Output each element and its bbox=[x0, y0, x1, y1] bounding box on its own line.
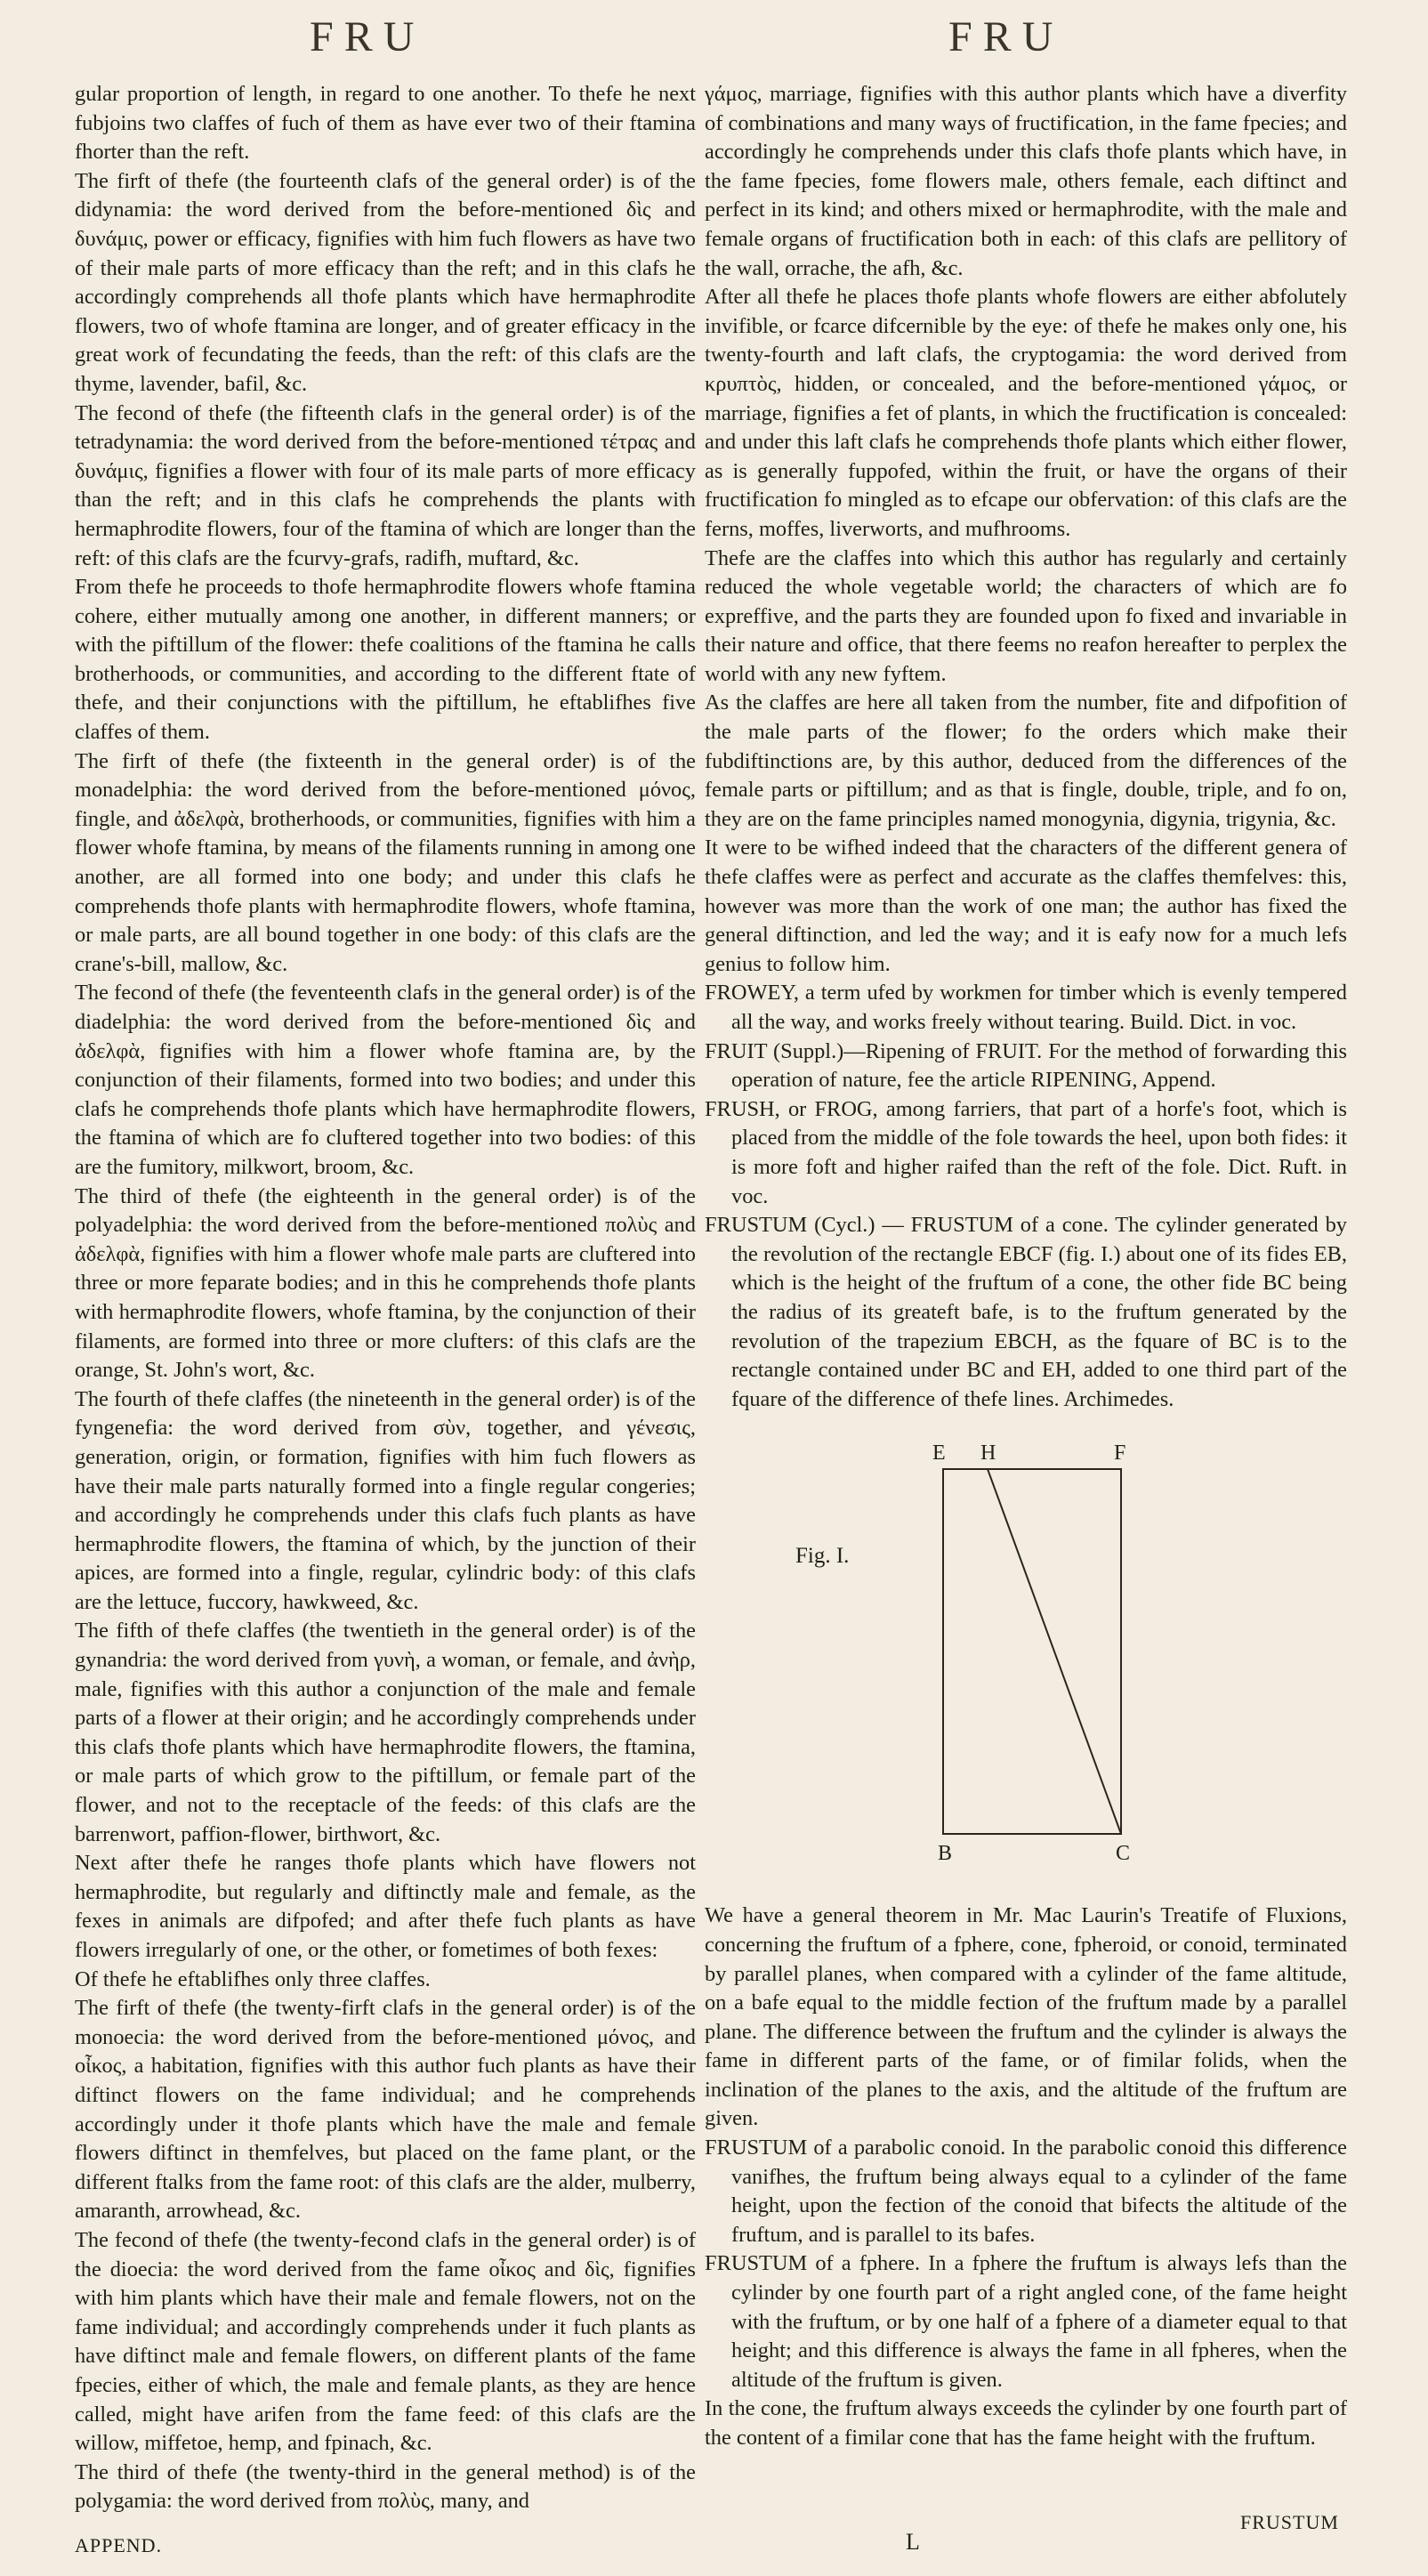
label-c: C bbox=[1116, 1842, 1131, 1866]
footer-signature: APPEND. bbox=[75, 2534, 163, 2556]
paragraph: It were to be wifhed indeed that the characters of the different genera of thefe claffes were as perfect and accurate as the claffes themfelves: this, however was more than the work of one man; the author has fixed the general diftinction, and led the way; and it is eafy now for a much lefs genius to follow him. bbox=[705, 836, 1347, 976]
frustum-diagram bbox=[705, 1433, 1347, 1896]
paragraph: The third of thefe (the twenty-third in the general method) is of the polygamia: the word derived from πολὺς, many, and bbox=[75, 2459, 696, 2514]
paragraph: Thefe are the claffes into which this author has regularly and certainly reduced the whole vegetable world; the characters of which are fo expreffive, and the parts they are founded upon fo fixed and invariable in their nature and office, that there feems no reafon hereafter to perplex the world with any new fyftem. bbox=[705, 545, 1347, 686]
left-column bbox=[75, 80, 696, 2516]
paragraph: We have a general theorem in Mr. Mac Laurin's Treatife of Fluxions, concerning the fruftum of a fphere, cone, fpheroid, or conoid, terminated by parallel planes, when compared with a cylinder of the fame altitude, on a bafe equal to the middle fection of the fruftum made by a parallel plane. The difference between the fruftum and the cylinder is always the fame in different parts of the fame, or of fimilar folids, when the inclination of the planes to the axis, and the altitude of the fruftum are given. bbox=[705, 1903, 1347, 2131]
slant-line-hc bbox=[988, 1469, 1121, 1834]
paragraph: The fecond of thefe (the twenty-fecond clafs in the general order) is of the dioecia: the word derived from the fame οἶκος and δὶς, fignifies with him plants which have their male and female flowers, not on the fame individual; and accordingly comprehends under it fuch plants as have diftinct male and female flowers, on different plants of the fame fpecies, either of which, the male and female plants, as they are hence called, might have arifen from the fame feed: of this clafs are the willow, miffetoe, hemp, and fpinach, &c. bbox=[75, 2227, 696, 2456]
figure-one bbox=[705, 1433, 1347, 1896]
paragraph: The firft of thefe (the fixteenth in the general order) is of the monadelphia: the word derived from the before-mentioned μόνος, fingle, and ἀδελφὰ, brotherhoods, or communities, fignifies with him a flower whofe ftamina, by means of the filaments running in among one another, are all formed into one body; and under this clafs he comprehends thofe plants with hermaphrodite flowers, whofe ftamina, or male parts, are all bound together in one body: of this clafs are the crane's-bill, mallow, &c. bbox=[75, 748, 696, 976]
paragraph: The fecond of thefe (the fifteenth clafs in the general order) is of the tetradynamia: the word derived from the before-mentioned τέτρας and δυνάμις, fignifies a flower with four of its male parts of more efficacy than the reft; and in this clafs he comprehends the plants with hermaphrodite flowers, four of the ftamina of which are longer than the reft: of this clafs are the fcurvy-grafs, radifh, muftard, &c. bbox=[75, 400, 696, 570]
entry-frush: FRUSH, or FROG, among farriers, that part of a horfe's foot, which is placed from the middle of the fole towards the heel, upon both fides: it is more foft and higher raifed than the reft of the fole. Dict. Ruft. in voc. bbox=[705, 1096, 1347, 1208]
paragraph: Next after thefe he ranges thofe plants which have flowers not hermaphrodite, but regularly and diftinctly male and female, as the fexes in animals are difpofed; and after thefe fuch plants as have flowers irregularly of one, or the other, or fometimes of both fexes: bbox=[75, 1851, 696, 1962]
running-head-right: FRU bbox=[948, 13, 1064, 61]
entry-frowey: FROWEY, a term ufed by workmen for timber which is evenly tempered all the way, and works freely without tearing. Build. Dict. in voc. bbox=[705, 981, 1347, 1034]
paragraph: gular proportion of length, in regard to one another. To thefe he next fubjoins two claffes of fuch of them as have ever two of their ftamina fhorter than the reft. bbox=[75, 82, 696, 165]
paragraph: After all thefe he places thofe plants whofe flowers are either abfolutely invifible, or fcarce difcernible by the eye: of thefe he makes only one, his twenty-fourth and laft clafs, the cryptogamia: the word derived from κρυπτὸς, hidden, or concealed, and the before-mentioned γάμος, or marriage, fignifies a fet of plants, in which the fructification is concealed: and under this laft clafs he comprehends thofe plants which either flower, as is generally fuppofed, within the fruit, or have the organs of their fructification fo mingled as to efcape our obfervation: of this clafs are the ferns, moffes, liverworts, and mufhrooms. bbox=[705, 285, 1347, 541]
paragraph: The firft of thefe (the twenty-firft clafs in the general order) is of the monoecia: the word derived from the before-mentioned μόνος, and οἶκος, a habitation, fignifies with this author fuch plants as have their diftinct flowers on the fame individual; and he comprehends accordingly under it thofe plants which have the male and female flowers diftinct in themfelves, but placed on the fame plant, or the different ftalks from the fame root: of this clafs are the alder, mulberry, amaranth, arrowhead, &c. bbox=[75, 1996, 696, 2224]
right-column bbox=[705, 80, 1347, 2453]
paragraph: The third of thefe (the eighteenth in the general order) is of the polyadelphia: the word derived from the before-mentioned πολὺς and ἀδελφὰ, fignifies with him a flower whofe male parts are cluftered into three or more feparate bodies; and in this he comprehends thofe plants with hermaphrodite flowers, whofe ftamina, by the conjunction of their filaments, are formed into three or more clufters: of this clafs are the orange, St. John's wort, &c. bbox=[75, 1183, 696, 1383]
footer-catchword: FRUSTUM bbox=[1240, 2511, 1339, 2533]
label-b: B bbox=[938, 1842, 953, 1866]
paragraph: γάμος, marriage, fignifies with this author plants which have a diverfity of combinations and many ways of fructification, in the fame fpecies; and accordingly he comprehends under this clafs thofe plants which have, in the fame fpecies, fome flowers male, others female, each diftinct and perfect in its kind; and others mixed or hermaphrodite, with the male and female organs of fructification both in each: of this clafs are pellitory of the wall, orrache, the afh, &c. bbox=[705, 82, 1347, 280]
paragraph: In the cone, the fruftum always exceeds the cylinder by one fourth part of the content of a fimilar cone that has the fame height with the fruftum. bbox=[705, 2396, 1347, 2450]
footer-gathering-mark: L bbox=[906, 2529, 921, 2555]
entry-fruit: FRUIT (Suppl.)—Ripening of FRUIT. For the method of forwarding this operation of nature, fee the article RIPENING, Append. bbox=[705, 1038, 1347, 1093]
label-e: E bbox=[932, 1441, 946, 1466]
paragraph: The fourth of thefe claffes (the nineteenth in the general order) is of the fyngenefia: the word derived from σὺν, together, and γένεσις, generation, origin, or formation, fignifies with him fuch flowers as have their male parts naturally formed into a fingle regular congeries; and accordingly he comprehends under this clafs fuch plants as have hermaphrodite flowers, the ftamina of which, by the junction of their apices, are formed into a fingle, regular, cylindric body: of this clafs are the lettuce, fuccory, hawkweed, &c. bbox=[75, 1386, 696, 1614]
rectangle-ebcf bbox=[943, 1469, 1121, 1834]
label-f: F bbox=[1114, 1441, 1126, 1466]
paragraph: From thefe he proceeds to thofe hermaphrodite flowers whofe ftamina cohere, either mutually among one another, in different manners; or with the piftillum of the flower: thefe coalitions of the ftamina he calls brotherhoods, or communities, and according to the different ftate of thefe, and their conjunctions with the piftillum, he eftablifhes five claffes of them. bbox=[75, 575, 696, 745]
label-h: H bbox=[980, 1441, 996, 1466]
paragraph: The fecond of thefe (the feventeenth clafs in the general order) is of the diadelphia: the word derived from the before-mentioned δὶς and ἀδελφὰ, fignifies with him a flower whofe ftamina are, by the conjunction of their filaments, formed into two bodies; and under this clafs he comprehends thofe plants which have hermaphrodite flowers, the ftamina of which are fo cluftered together into two bodies: of this are the fumitory, milkwort, broom, &c. bbox=[75, 981, 696, 1179]
figure-caption: Fig. I. bbox=[795, 1544, 850, 1569]
paragraph: Of thefe he eftablifhes only three claffes. bbox=[75, 1966, 431, 1991]
entry-frustum: FRUSTUM (Cycl.) — FRUSTUM of a cone. The cylinder generated by the revolution of the rectangle EBCF (fig. I.) about one of its fides EB, which is the height of the fruftum of a cone, the other fide BC being the radius of its greateft bafe, is to the fruftum generated by the revolution of the trapezium EBCH, as the fquare of BC is to the rectangle contained under BC and EH, added to one third part of the fquare of the difference of thefe lines. Archimedes. bbox=[705, 1213, 1347, 1411]
paragraph: As the claffes are here all taken from the number, fite and difpofition of the male parts of the flower; fo the orders which make their fubdiftinctions are, by this author, deduced from the differences of the female parts or piftillum; and as that is fingle, double, triple, and fo on, they are on the fame principles named monogynia, digynia, trigynia, &c. bbox=[705, 690, 1347, 831]
running-head-left: FRU bbox=[310, 13, 425, 61]
paragraph: The firft of thefe (the fourteenth clafs of the general order) is of the didynamia: the word derived from the before-mentioned δὶς and δυνάμις, power or efficacy, fignifies with him fuch flowers as have two of their male parts of more efficacy than the reft; and in this clafs he accordingly comprehends all thofe plants which have hermaphrodite flowers, two of whofe ftamina are longer, and of greater efficacy in the great work of fecundating the feeds, than the reft: of this clafs are the thyme, lavender, bafil, &c. bbox=[75, 168, 696, 396]
entry-frustum-parabolic-conoid: FRUSTUM of a parabolic conoid. In the parabolic conoid this difference vanifhes, the fruftum being always equal to a cylinder of the fame height, upon the fection of the conoid that bifects the altitude of the fruftum, and is parallel to its bafes. bbox=[705, 2136, 1347, 2247]
entry-frustum-sphere: FRUSTUM of a fphere. In a fphere the fruftum is always lefs than the cylinder by one fourth part of a right angled cone, of the fame height with the fruftum, or by one half of a fphere of a diameter equal to that height; and this difference is always the fame in all fpheres, when the altitude of the fruftum is given. bbox=[705, 2251, 1347, 2392]
paragraph: The fifth of thefe claffes (the twentieth in the general order) is of the gynandria: the word derived from γυνὴ, a woman, or female, and ἀνὴρ, male, fignifies with this author a conjunction of the male and female parts of a flower at their origin; and he accordingly comprehends under this clafs thofe plants which have hermaphrodite flowers, the ftamina, or male parts of which grow to the piftillum, or female part of the flower, and not to the receptacle of the feeds: of this clafs are the barrenwort, paffion-flower, birthwort, &c. bbox=[75, 1619, 696, 1846]
